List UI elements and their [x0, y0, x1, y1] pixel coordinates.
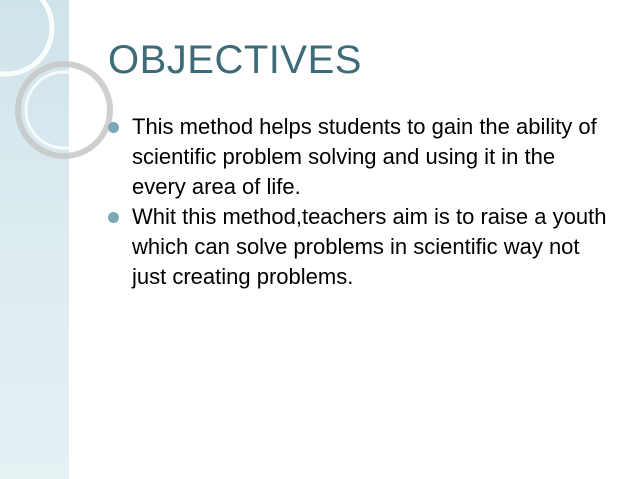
bullet-dot-icon [108, 122, 119, 133]
bullet-list [108, 112, 608, 292]
bullet-text-2: Whit this method,teachers aim is to raise a youth which can solve problems in scientific way not just creating problems. [132, 204, 607, 289]
decorative-ring-middle [18, 64, 110, 156]
bullet-text-1: This method helps students to gain the ability of scientific problem solving and using it in the every area of life. [132, 114, 597, 199]
decorative-ring-inner [26, 72, 102, 148]
bullet-item-1 [108, 112, 608, 202]
bullet-dot-icon [108, 212, 119, 223]
slide-title: OBJECTIVES [108, 38, 362, 82]
decorative-rings [0, 0, 120, 180]
decorative-ring-top [0, 0, 52, 74]
bullet-item-2 [108, 202, 608, 292]
